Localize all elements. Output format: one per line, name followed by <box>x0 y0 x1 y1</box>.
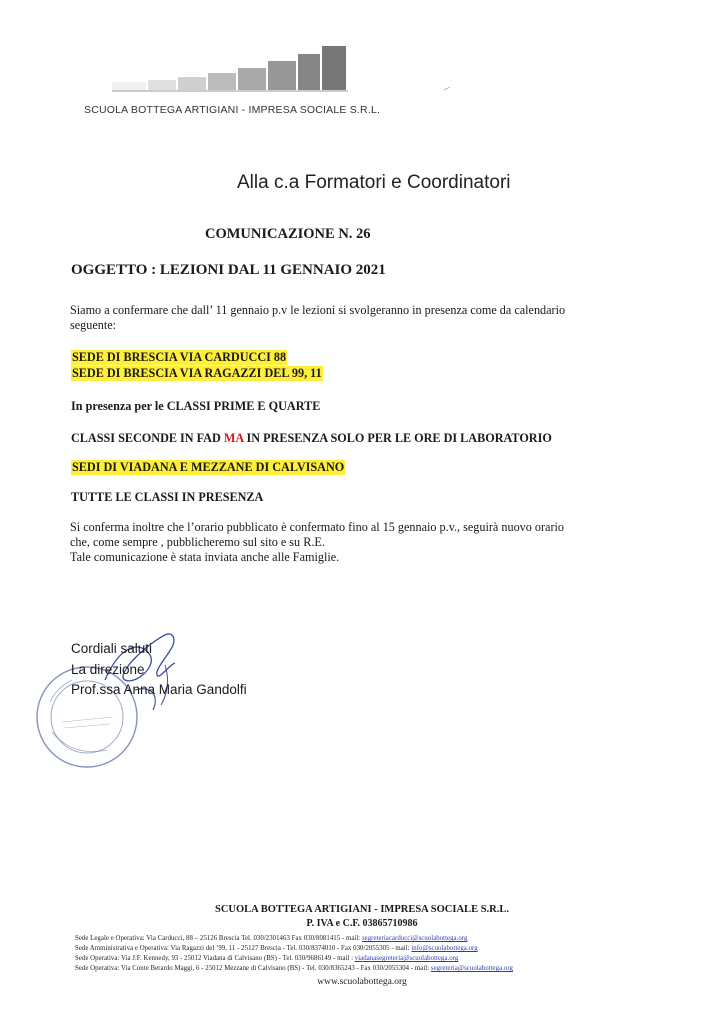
addressee: Alla c.a Formatori e Coordinatori <box>237 172 511 193</box>
confirmation-line: Si conferma inoltre che l’orario pubblicato è confermato fino al 15 gennaio p.v., seguirà nuovo orario <box>70 520 564 534</box>
email-link[interactable]: segreteria@scuolabottega.org <box>430 965 513 972</box>
confirmation-line: che, come sempre , pubblicheremo sul sito e su R.E. <box>70 535 325 549</box>
footer-address-line <box>75 955 458 962</box>
closing-signatory: Prof.ssa Anna Maria Gandolfi <box>71 682 247 697</box>
logo-bars-icon <box>112 44 348 94</box>
intro-line: seguente: <box>70 318 117 332</box>
email-link[interactable]: viadanasegreteria@scuolabottega.org <box>354 955 459 962</box>
highlighted-sede: SEDE DI BRESCIA VIA CARDUCCI 88 <box>72 350 287 364</box>
footer-address-line <box>75 945 478 952</box>
tutte-line: TUTTE LE CLASSI IN PRESENZA <box>71 490 264 504</box>
presenza-line: In presenza per le CLASSI PRIME E QUARTE <box>71 399 321 413</box>
address-text: Sede Amministrativa e Operativa: Via Ragazzi del ’99, 11 - 25127 Brescia - Tel. 030/8374010 - Fax 030/2055305 - mail: <box>75 945 412 952</box>
confirmation-line: Tale comunicazione è stata inviata anche alle Famiglie. <box>70 550 340 564</box>
seconde-line <box>71 431 552 446</box>
footer-address-line <box>75 935 467 942</box>
intro-line: Siamo a confermare che dall’ 11 gennaio p.v le lezioni si svolgeranno in presenza come da calendario <box>70 303 566 317</box>
seconde-ma: MA <box>223 431 244 445</box>
highlighted-sede: SEDE DI BRESCIA VIA RAGAZZI DEL 99, 11 <box>72 366 322 380</box>
communication-number: COMUNICAZIONE N. 26 <box>205 226 371 242</box>
closing-greeting: Cordiali saluti <box>71 641 153 656</box>
subject-line: OGGETTO : LEZIONI DAL 11 GENNAIO 2021 <box>71 262 386 278</box>
address-text: Sede Operativa: Via Conte Berardo Maggi, 6 - 25012 Mezzane di Calvisano (BS) - Tel. 030/8365243 - Fax 030/2055304 - mail: <box>75 965 431 972</box>
address-text: Sede Operativa: Via J.F. Kennedy, 93 - 25012 Viadana di Calvisano (BS) - Tel. 030/9686149 - mail : <box>75 955 355 962</box>
email-link[interactable]: info@scuolabottega.org <box>411 945 478 952</box>
org-name: SCUOLA BOTTEGA ARTIGIANI - IMPRESA SOCIALE S.R.L. <box>84 104 381 116</box>
footer-address-line <box>75 965 513 972</box>
email-link[interactable]: segreteriacarducci@scuolabottega.org <box>361 935 468 942</box>
highlighted-sedi-viadana: SEDI DI VIADANA E MEZZANE DI CALVISANO <box>72 460 345 474</box>
seconde-part2: IN PRESENZA SOLO PER LE ORE DI LABORATORIO <box>246 431 552 445</box>
footer-org-name: SCUOLA BOTTEGA ARTIGIANI - IMPRESA SOCIALE S.R.L. <box>215 904 509 915</box>
footer-vat: P. IVA e C.F. 03865710986 <box>306 918 418 929</box>
seconde-part1: CLASSI SECONDE IN FAD <box>71 431 221 445</box>
speck-mark <box>444 87 450 90</box>
closing-direction: La direzione <box>71 662 145 677</box>
footer-website[interactable]: www.scuolabottega.org <box>317 977 407 987</box>
address-text: Sede Legale e Operativa: Via Carducci, 88 – 25126 Brescia Tel. 030/2301463 Fax 030/8081415 - mail: <box>75 935 362 942</box>
